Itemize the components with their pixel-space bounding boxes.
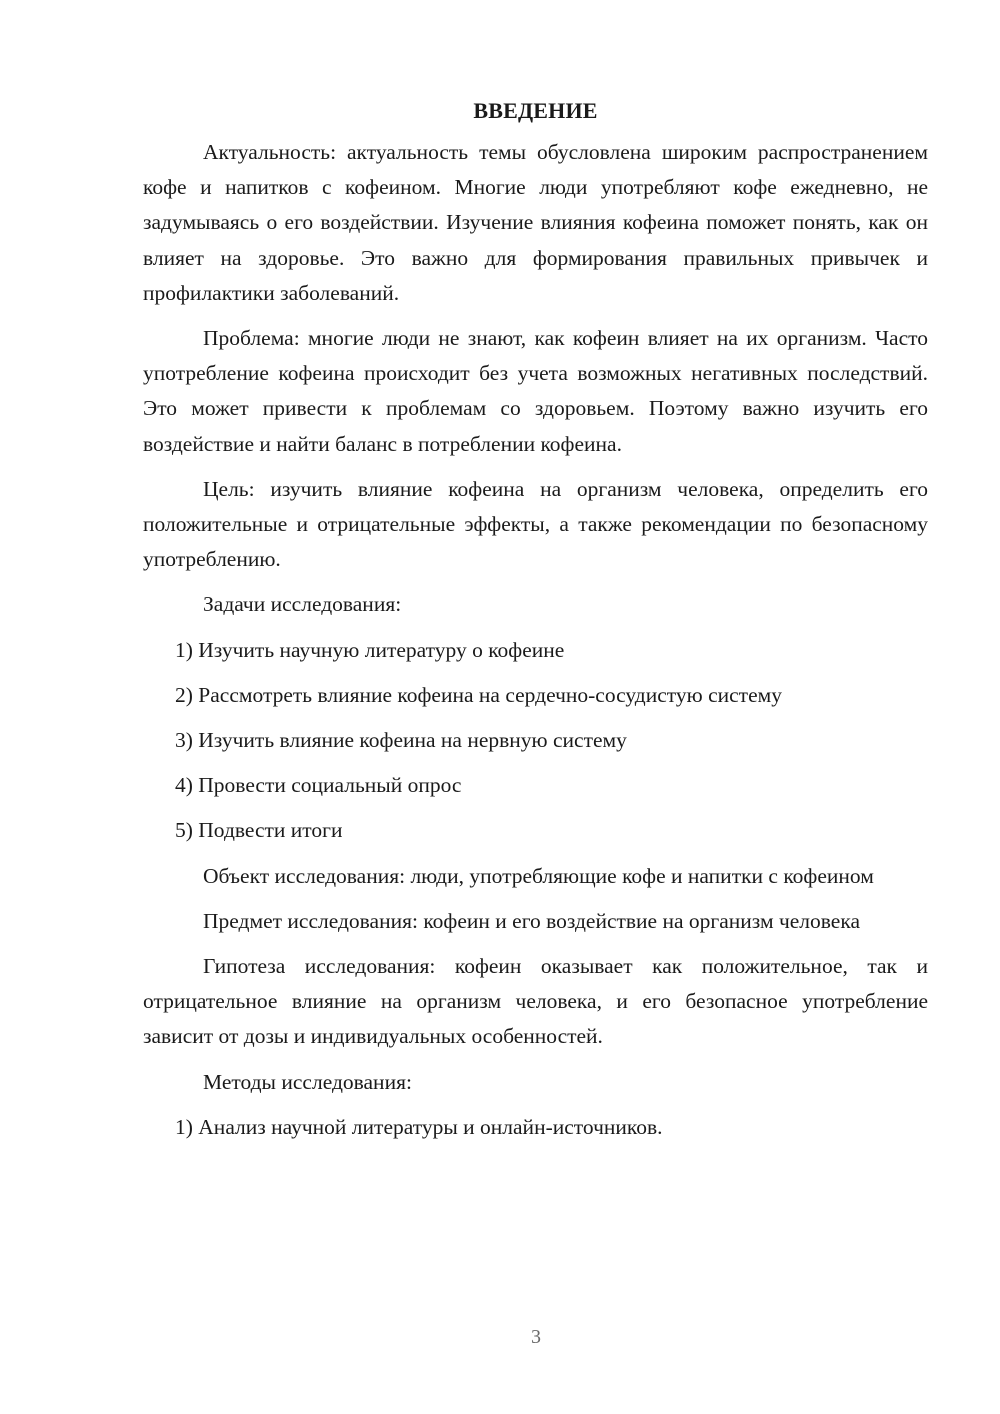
subject-paragraph: Предмет исследования: кофеин и его воздействие на организм человека (203, 908, 861, 933)
page-number: 3 (531, 1326, 541, 1348)
task-item-4: 4) Провести социальный опрос (175, 773, 462, 798)
task-item-5: 5) Подвести итоги (175, 818, 343, 843)
goal-paragraph: Цель: изучить влияние кофеина на организм человека, определить его положительные и отрицательные эффекты, а также рекомендации по безопасному употреблению. (143, 476, 928, 572)
document-page (143, 93, 928, 1145)
task-item-1: 1) Изучить научную литературу о кофеине (175, 637, 565, 662)
hypothesis-paragraph: Гипотеза исследования: кофеин оказывает как положительное, так и отрицательное влияние на организм человека, и его безопасное употребление зависит от дозы и индивидуальных особенностей. (143, 954, 928, 1049)
methods-heading: Методы исследования: (203, 1069, 412, 1094)
method-item-1: 1) Анализ научной литературы и онлайн-источников. (175, 1114, 663, 1139)
relevance-paragraph: Актуальность: актуальность темы обусловлена широким распространением кофе и напитков с кофеином. Многие люди употребляют кофе ежедневно, не задумываясь о его воздействии. Изучение влияния кофеина поможет понять, как он влияет на здоровье. Это важно для формирования правильных привычек и профилактики заболеваний. (143, 140, 928, 305)
section-title: ВВЕДЕНИЕ (473, 98, 598, 123)
tasks-heading: Задачи исследования: (203, 592, 402, 617)
task-item-2: 2) Рассмотреть влияние кофеина на сердечно-сосудистую систему (175, 682, 782, 707)
task-item-3: 3) Изучить влияние кофеина на нервную систему (175, 728, 627, 753)
problem-paragraph: Проблема: многие люди не знают, как кофеин влияет на их организм. Часто употребление кофеина происходит без учета возможных негативных последствий. Это может привести к проблемам со здоровьем. Поэтому важно изучить его воздействие и найти баланс в потреблении кофеина. (143, 326, 928, 456)
object-paragraph: Объект исследования: люди, употребляющие кофе и напитки с кофеином (203, 863, 874, 888)
